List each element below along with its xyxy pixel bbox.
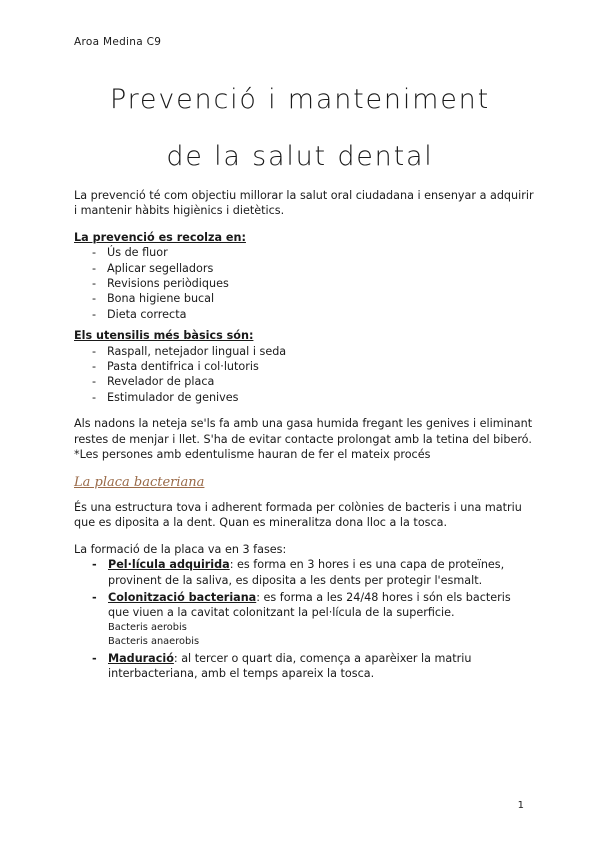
document-body <box>74 188 534 684</box>
list-item: - Revisions periòdiques <box>92 276 534 291</box>
intro-paragraph: La prevenció té com objectiu millorar la salut oral ciudadana i ensenyar a adquirir i mantenir hàbits higiènics i dietètics. <box>74 189 534 218</box>
phase-term: Colonització bacteriana <box>108 590 257 604</box>
phase-text: : al tercer o quart dia, comença a aparèixer la matriu interbacteriana, amb el temps apareix la tosca. <box>108 651 472 681</box>
list-item: - Revelador de placa <box>92 374 534 389</box>
edentulism-note: *Les persones amb edentulisme hauran de fer el mateix procés <box>74 448 431 462</box>
tools-heading: Els utensilis més bàsics són: <box>74 329 254 343</box>
list-item: - Aplicar segelladors <box>92 261 534 276</box>
phase-term: Pel·lícula adquirida <box>108 558 230 572</box>
phase-term: Maduració <box>108 651 174 665</box>
newborn-paragraph: Als nadons la neteja se'ls fa amb una gasa humida fregant les genives i eliminant restes de menjar i llet. S'ha de evitar contacte prolongat amb la tetina del biberó. <box>74 417 533 446</box>
phases-intro: La formació de la placa va en 3 fases: <box>74 542 287 556</box>
author-name: Aroa Medina C9 <box>74 36 162 48</box>
bacteria-type: Bacteris aerobis <box>108 621 187 633</box>
page-number: 1 <box>517 800 524 811</box>
title-line-2: de la salut dental <box>166 141 434 172</box>
list-item: - Bona higiene bucal <box>92 291 534 306</box>
list-item: - Ús de fluor <box>92 245 534 260</box>
tools-list <box>74 344 534 406</box>
phase-text: : es forma a les 24/48 hores i són els bacteris que viuen a la cavitat colonitzant la pel·lícula de la superficie. <box>108 590 511 620</box>
list-item: - Estimulador de genives <box>92 390 534 405</box>
phase-item <box>92 590 534 649</box>
phase-item <box>92 651 534 682</box>
bacteria-type: Bacteris anaerobis <box>108 635 200 647</box>
list-item: - Dieta correcta <box>92 307 534 322</box>
phase-text: : es forma en 3 hores i es una capa de proteïnes, provinent de la saliva, es diposita a les dents per protegir l'esmalt. <box>108 558 505 587</box>
plaque-definition: És una estructura tova i adherent formada per colònies de bacteris i una matriu que es diposita a la dent. Quan es mineralitza dona lloc a la tosca. <box>74 500 522 530</box>
prevention-list <box>74 245 534 322</box>
title-line-1: Prevenció i manteniment <box>110 84 490 115</box>
prevention-heading: La prevenció es recolza en: <box>74 230 246 244</box>
plaque-section-title: La placa bacteriana <box>74 474 205 490</box>
list-item: - Raspall, netejador lingual i seda <box>92 344 534 359</box>
list-item: - Pasta dentifrica i col·lutoris <box>92 359 534 374</box>
phases-list <box>74 557 534 681</box>
phase-item <box>92 557 534 588</box>
